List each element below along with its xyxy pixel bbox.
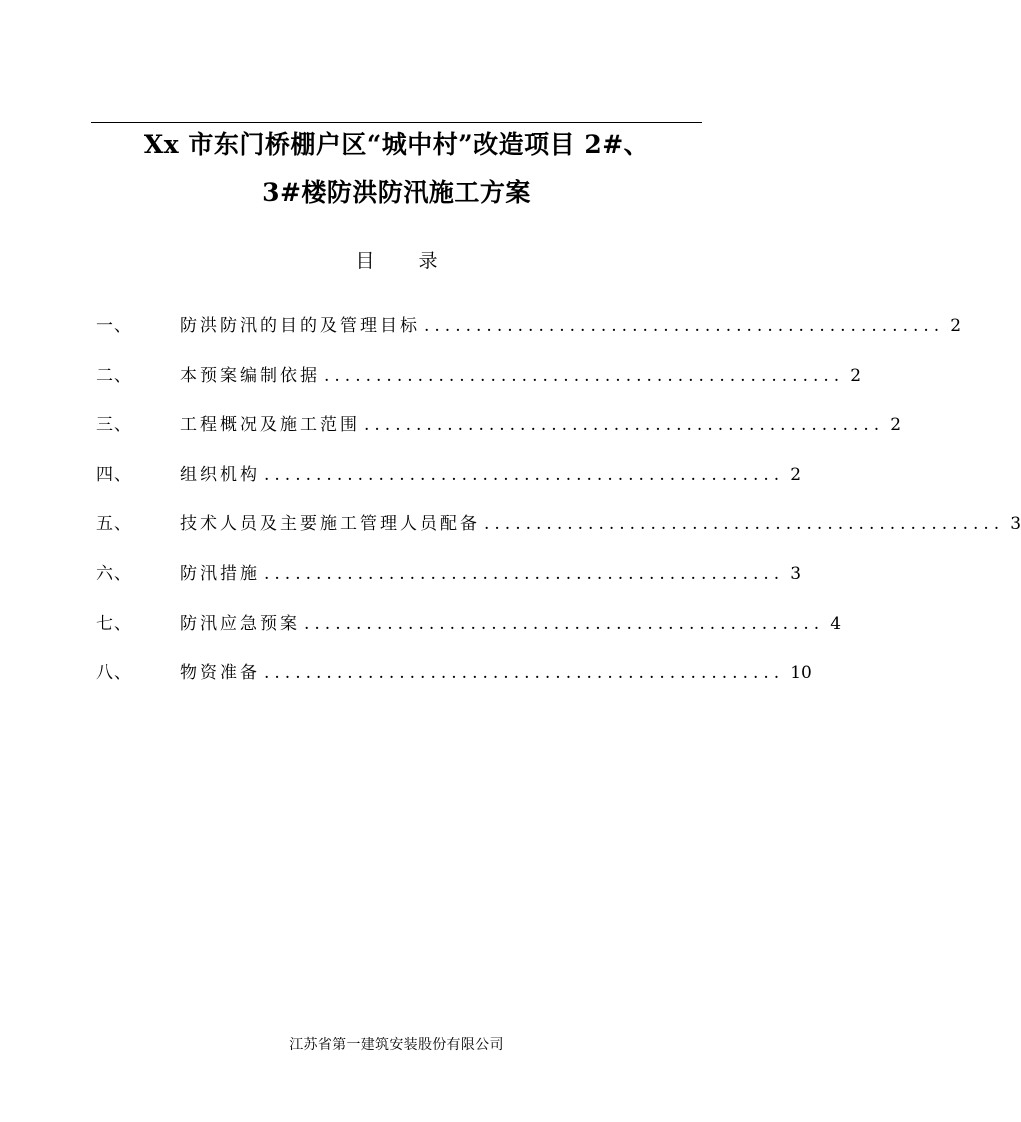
toc-leader-dots: .................................................. xyxy=(264,563,785,584)
toc-entry-title: 技术人员及主要施工管理人员配备 xyxy=(180,514,480,535)
toc-entry-page: 2 xyxy=(790,464,802,485)
table-of-contents xyxy=(96,313,1021,710)
toc-entry-number: 四、 xyxy=(96,464,132,485)
toc-leader-dots: .................................................. xyxy=(324,365,845,386)
toc-entry-number: 六、 xyxy=(96,563,132,584)
toc-entry-number: 七、 xyxy=(96,613,132,634)
toc-entry[interactable] xyxy=(96,660,812,710)
toc-entry[interactable] xyxy=(96,511,1021,561)
toc-leader-dots: .................................................. xyxy=(484,514,1005,535)
document-title-line-1: Xx 市东门桥棚户区“城中村”改造项目 2#、 xyxy=(143,130,650,159)
toc-leader-dots: .................................................. xyxy=(304,613,825,634)
toc-entry-page: 2 xyxy=(890,415,902,436)
toc-entry-number: 五、 xyxy=(96,514,132,535)
toc-entry[interactable] xyxy=(96,363,862,413)
company-footer: 江苏省第一建筑安装股份有限公司 xyxy=(289,1037,504,1053)
toc-heading xyxy=(0,252,793,271)
toc-entry-title: 本预案编制依据 xyxy=(180,365,320,386)
toc-entry-title: 防汛应急预案 xyxy=(180,613,300,634)
toc-entry-title: 物资准备 xyxy=(180,663,260,684)
toc-entry-number: 三、 xyxy=(96,415,132,436)
toc-entry-page: 3 xyxy=(790,563,802,584)
toc-entry-page: 2 xyxy=(850,365,862,386)
toc-leader-dots: .................................................. xyxy=(364,415,885,436)
toc-entry-number: 八、 xyxy=(96,663,132,684)
document-title-line-2: 3#楼防洪防汛施工方案 xyxy=(262,178,531,207)
toc-entry-page: 3 xyxy=(1010,514,1021,535)
toc-leader-dots: .................................................. xyxy=(424,316,945,336)
toc-entry[interactable] xyxy=(96,561,802,611)
toc-entry-number: 一、 xyxy=(96,316,132,336)
toc-entry[interactable] xyxy=(96,462,802,512)
toc-heading-right: 录 xyxy=(418,250,438,272)
toc-entry[interactable] xyxy=(96,611,842,661)
toc-entry[interactable] xyxy=(96,313,962,363)
toc-heading-left: 目 xyxy=(355,250,375,272)
toc-entry-title: 防汛措施 xyxy=(180,563,260,584)
toc-entry-page: 4 xyxy=(830,613,842,634)
toc-entry-title: 工程概况及施工范围 xyxy=(180,415,360,436)
toc-leader-dots: .................................................. xyxy=(264,464,785,485)
toc-leader-dots: .................................................. xyxy=(264,663,785,684)
toc-entry-number: 二、 xyxy=(96,365,132,386)
toc-entry-title: 防洪防汛的目的及管理目标 xyxy=(180,316,420,336)
toc-entry[interactable] xyxy=(96,412,902,462)
toc-entry-page: 10 xyxy=(790,663,812,684)
header-rule xyxy=(91,122,702,123)
toc-entry-page: 2 xyxy=(950,316,962,336)
toc-entry-title: 组织机构 xyxy=(180,464,260,485)
